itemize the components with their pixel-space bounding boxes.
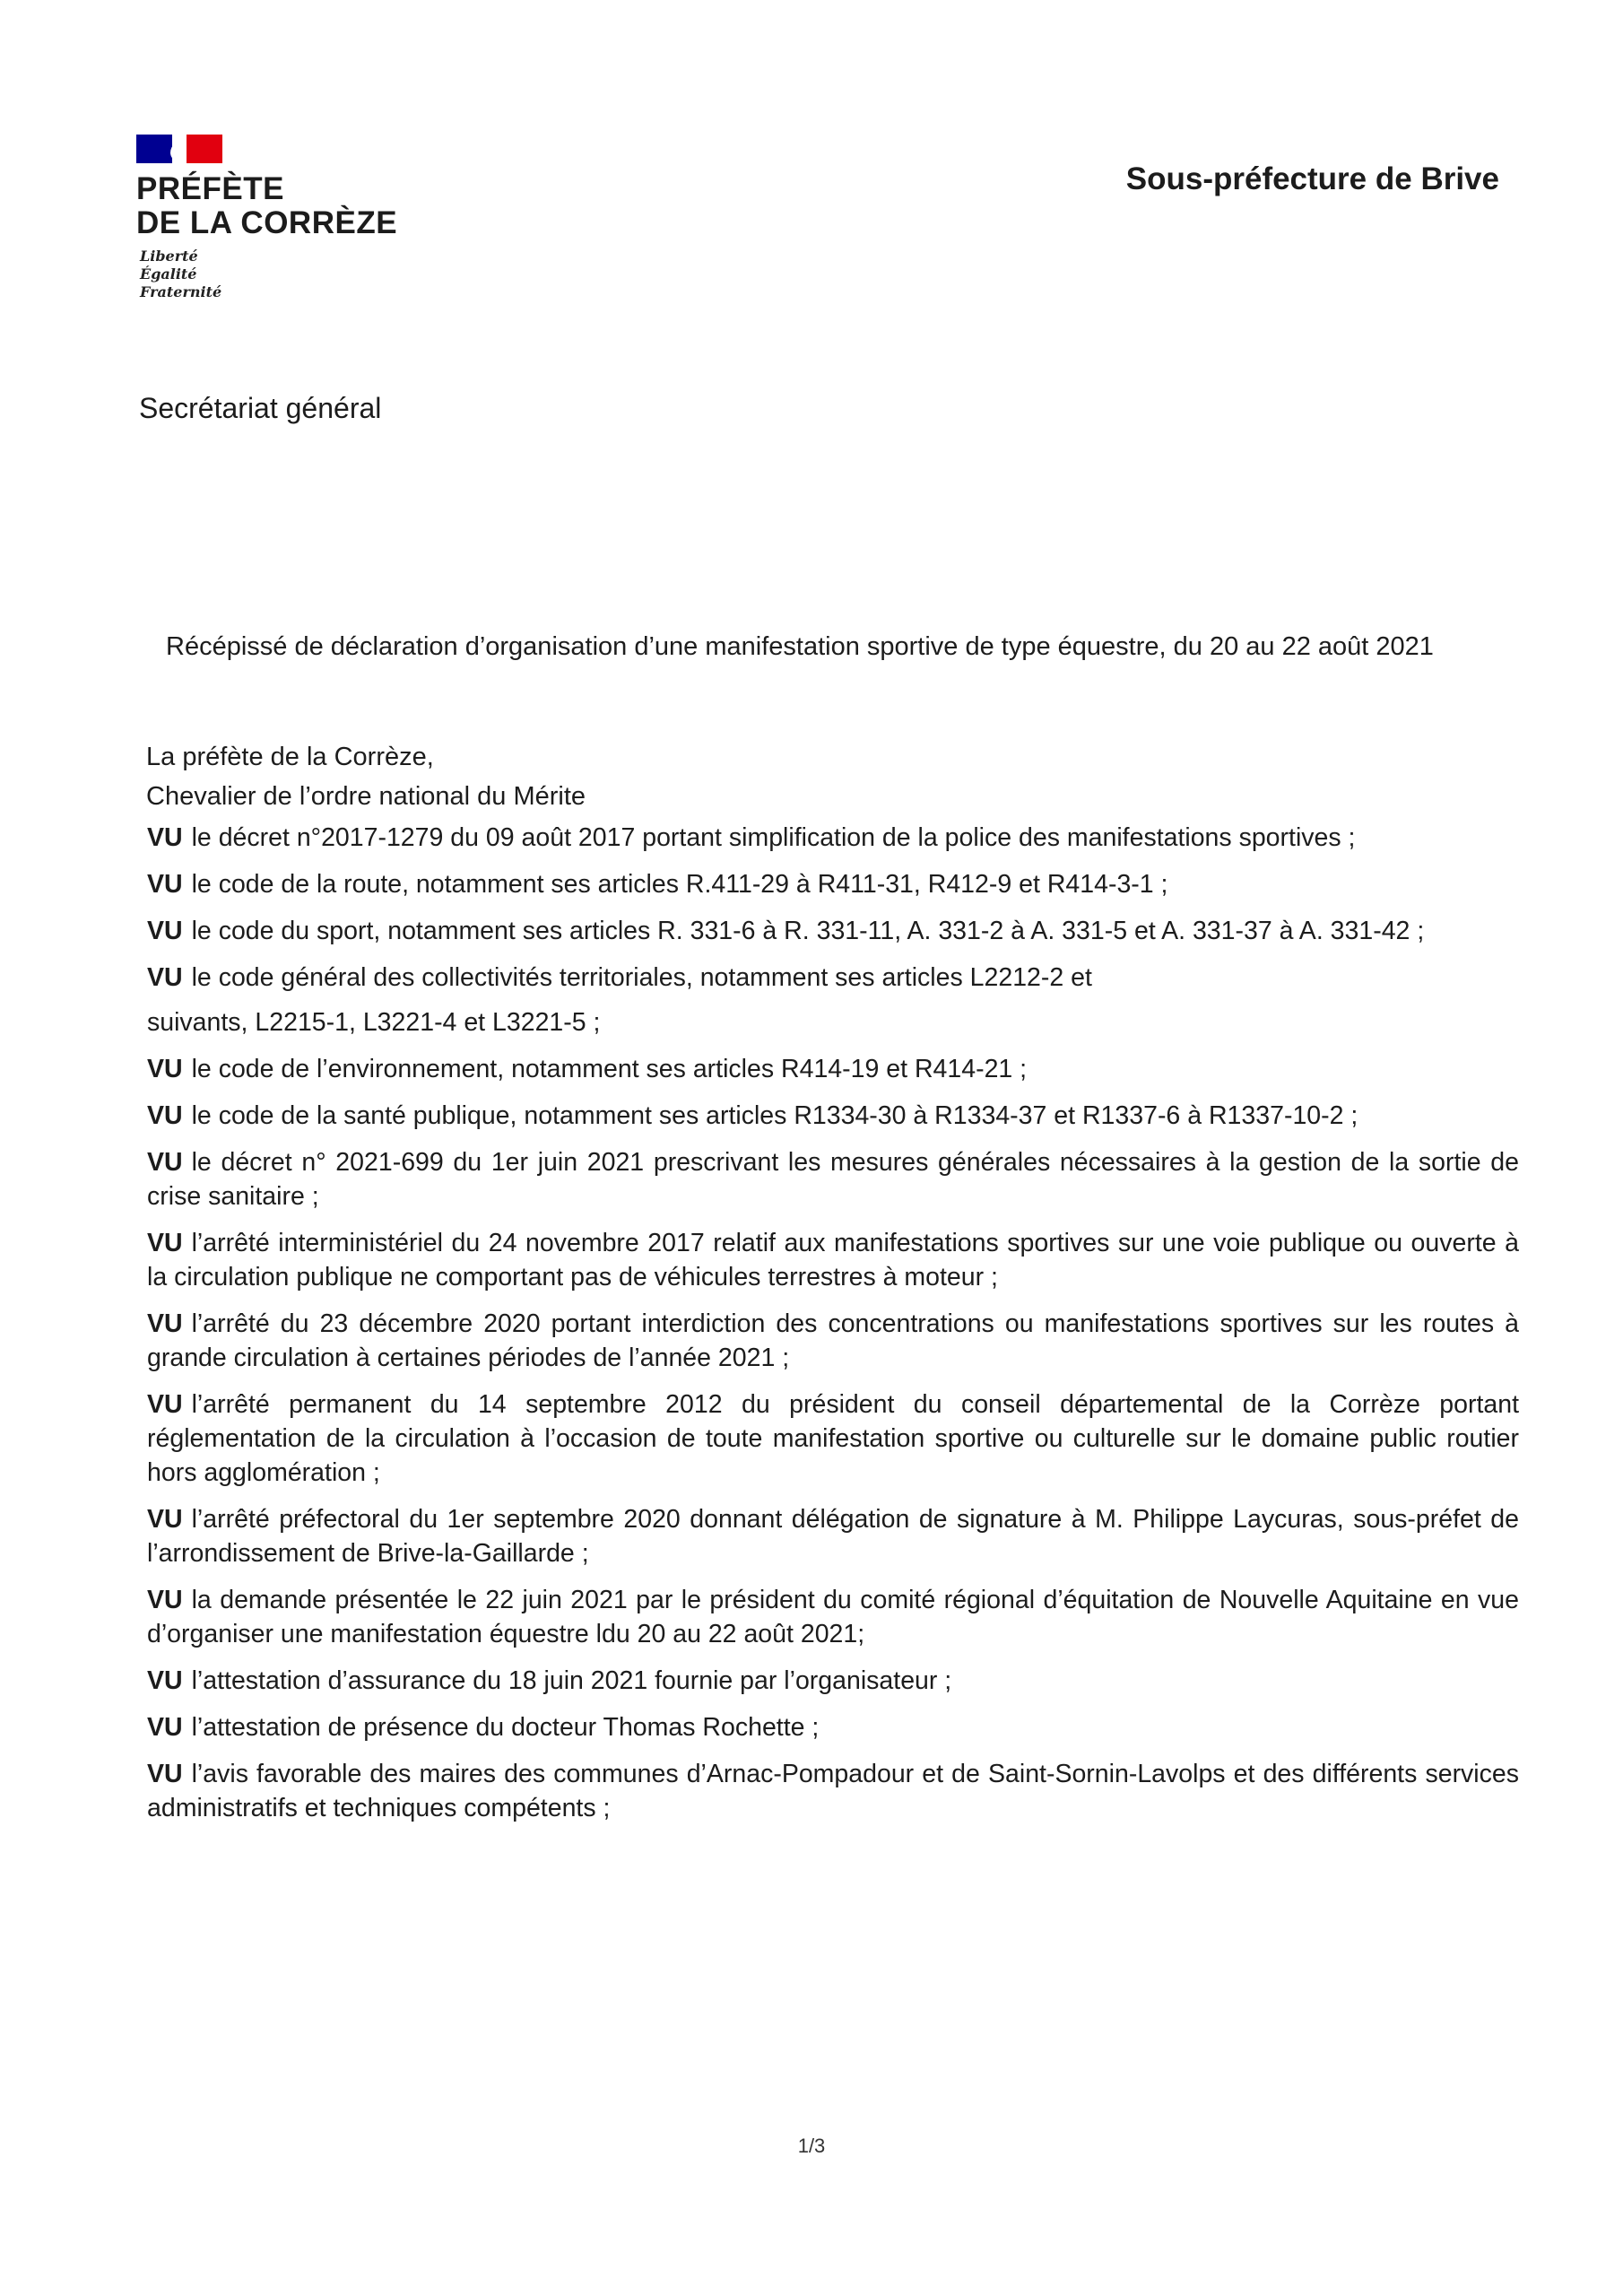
considerations-list <box>147 821 1519 1838</box>
marianne-profile-icon <box>170 140 194 161</box>
consideration-item <box>147 1502 1519 1570</box>
consideration-item <box>147 867 1519 901</box>
consideration-continuation: suivants, L2215-1, L3221-4 et L3221-5 ; <box>147 1008 601 1037</box>
vu-keyword: VU <box>147 870 183 899</box>
page-number: 1/3 <box>797 2135 826 2157</box>
consideration-item <box>147 1387 1519 1490</box>
consideration-item <box>147 821 1519 855</box>
vu-keyword: VU <box>147 917 183 945</box>
authority-block <box>146 737 586 816</box>
vu-keyword: VU <box>147 1760 183 1788</box>
vu-keyword: VU <box>147 1309 183 1338</box>
consideration-text: l’attestation d’assurance du 18 juin 2021 fournie par l’organisateur ; <box>191 1666 952 1695</box>
consideration-text: l’arrêté permanent du 14 septembre 2012 du président du conseil départemental de la Corrèze portant réglementation de la circulation à l’occasion de toute manifestation sportive ou culturelle sur le domaine public routier hors agglomération ; <box>147 1390 1519 1487</box>
vu-keyword: VU <box>147 1148 183 1177</box>
vu-keyword: VU <box>147 1505 183 1534</box>
vu-keyword: VU <box>147 1229 183 1257</box>
consideration-item <box>147 914 1519 948</box>
document-title: Récépissé de déclaration d’organisation d’une manifestation sportive de type équestre, du 20 au 22 août 2021 <box>166 632 1434 661</box>
motto-liberte: Liberté <box>140 248 198 265</box>
consideration-text: l’arrêté du 23 décembre 2020 portant interdiction des concentrations ou manifestations sportives sur les routes à grande circulation à certaines périodes de l’année 2021 ; <box>147 1309 1519 1372</box>
vu-keyword: VU <box>147 1101 183 1130</box>
vu-keyword: VU <box>147 823 183 852</box>
consideration-text: le code du sport, notamment ses articles R. 331-6 à R. 331-11, A. 331-2 à A. 331-5 et A. 331-37 à A. 331-42 ; <box>191 917 1425 945</box>
vu-keyword: VU <box>147 1666 183 1695</box>
vu-keyword: VU <box>147 1390 183 1419</box>
authority-line1: La préfète de la Corrèze, <box>146 743 434 771</box>
consideration-text: l’avis favorable des maires des communes d’Arnac-Pompadour et de Saint-Sornin-Lavolps et des différents services administratifs et techniques compétents ; <box>147 1760 1519 1822</box>
consideration-item <box>147 1757 1519 1825</box>
vu-keyword: VU <box>147 963 183 992</box>
consideration-item <box>147 961 1519 995</box>
prefecture-block-title <box>136 172 397 240</box>
consideration-item <box>147 1226 1519 1294</box>
consideration-text: la demande présentée le 22 juin 2021 par le président du comité régional d’équitation de Nouvelle Aquitaine en vue d’organiser une manifestation équestre ldu 20 au 22 août 2021; <box>147 1586 1519 1648</box>
vu-keyword: VU <box>147 1586 183 1614</box>
consideration-text: le décret n°2017-1279 du 09 août 2017 portant simplification de la police des manifestations sportives ; <box>191 823 1356 852</box>
block-title-line2: DE LA CORRÈZE <box>136 205 398 240</box>
consideration-item <box>147 1583 1519 1651</box>
vu-keyword: VU <box>147 1713 183 1742</box>
consideration-text: le code général des collectivités territoriales, notamment ses articles L2212-2 et <box>191 963 1092 992</box>
marianne-logo-icon <box>136 135 222 163</box>
consideration-text: le décret n° 2021-699 du 1er juin 2021 prescrivant les mesures générales nécessaires à la gestion de la sortie de crise sanitaire ; <box>147 1148 1519 1211</box>
consideration-item <box>147 1710 1519 1744</box>
department-label: Secrétariat général <box>139 392 382 424</box>
consideration-item <box>147 1145 1519 1213</box>
republic-motto <box>140 248 221 301</box>
motto-egalite: Égalité <box>140 265 197 283</box>
block-title-line1: PRÉFÈTE <box>136 171 284 206</box>
consideration-text: le code de l’environnement, notamment ses articles R414-19 et R414-21 ; <box>191 1055 1028 1083</box>
consideration-text: l’arrêté interministériel du 24 novembre 2017 relatif aux manifestations sportives sur une voie publique ou ouverte à la circulation publique ne comportant pas de véhicules terrestres à moteur ; <box>147 1229 1519 1292</box>
vu-keyword: VU <box>147 1055 183 1083</box>
consideration-text: l’attestation de présence du docteur Thomas Rochette ; <box>191 1713 820 1742</box>
authority-line2: Chevalier de l’ordre national du Mérite <box>146 782 586 811</box>
consideration-item <box>147 1664 1519 1698</box>
consideration-text: le code de la santé publique, notamment ses articles R1334-30 à R1334-37 et R1337-6 à R1337-10-2 ; <box>191 1101 1358 1130</box>
consideration-item <box>147 1307 1519 1375</box>
consideration-text: l’arrêté préfectoral du 1er septembre 2020 donnant délégation de signature à M. Philippe Laycuras, sous-préfet de l’arrondissement de Brive-la-Gaillarde ; <box>147 1505 1519 1568</box>
consideration-item <box>147 1052 1519 1086</box>
consideration-text: le code de la route, notamment ses articles R.411-29 à R411-31, R412-9 et R414-3-1 ; <box>191 870 1168 899</box>
consideration-item <box>147 1099 1519 1133</box>
motto-fraternite: Fraternité <box>140 283 222 300</box>
issuing-service: Sous-préfecture de Brive <box>1125 161 1499 196</box>
